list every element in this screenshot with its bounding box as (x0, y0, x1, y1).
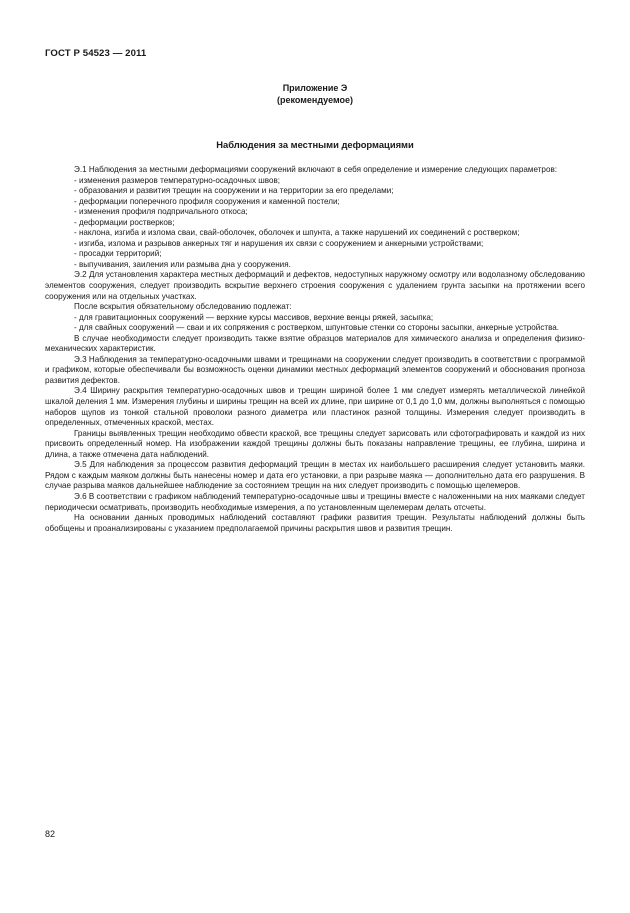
list-item: - изменения профиля подпричального откоса; (74, 207, 248, 217)
list-item: - для свайных сооружений — сваи и их сопряжения с ростверком, шпунтовые стенки со стороны засыпки, анкерные устройства. (74, 323, 560, 333)
paragraph: После вскрытия обязательному обследованию подлежат: (74, 302, 292, 312)
section-title: Наблюдения за местными деформациями (216, 139, 414, 150)
annex-heading (0, 83, 630, 106)
list-item: - деформации ростверков; (74, 217, 175, 227)
list-item: - образования и развития трещин на сооружении и на территории за его пределами; (74, 186, 394, 196)
list-item: - изгиба, излома и разрывов анкерных тяг и нарушения их связи с сооружением и анкерными устройствами; (74, 238, 484, 248)
document-body (45, 165, 585, 534)
paragraph: Э.4 Ширину раскрытия температурно-осадочных швов и трещин шириной более 1 мм следует измерять металлической линейкой шкалой деления 1 мм. Измерения глубины и ширины трещин на всей их длине, при ширине от 0,1 до 1,0 мм, должны выполняться с помощью наборов щупов из тонкой стальной проволоки разного диаметра или пластинок разной толщины. Измерения следует производить в определенных, отмеченных краской, местах. (45, 386, 585, 428)
list-item: - изменения размеров температурно-осадочных швов; (74, 175, 281, 185)
annex-label: Приложение Э (282, 83, 348, 93)
list-item: - просадки территорий; (74, 249, 162, 259)
annex-status: (рекомендуемое) (277, 94, 353, 105)
paragraph: Э.5 Для наблюдения за процессом развития деформаций трещин в местах их наибольшего расширения следует установить маяки. Рядом с каждым маяком должны быть нанесены номер и дата его установки, а при разрыве маяка — дополнительно дата его разрушения. В случае разрыва маяков дальнейшее наблюдение за состоянием трещин на них следует производить с помощью щелемеров. (45, 460, 585, 491)
paragraph: В случае необходимости следует производить также взятие образцов материалов для химического анализа и определения физико-механических характеристик. (45, 333, 585, 354)
paragraph: Э.6 В соответствии с графиком наблюдений температурно-осадочные швы и трещины вместе с наложенными на них маяками следует периодически осматривать, производить необходимые измерения, а по установленным щелемерам делать отсчеты. (45, 491, 585, 512)
paragraph: На основании данных проводимых наблюдений составляют графики развития трещин. Результаты наблюдений должны быть обобщены и проанализированы с указанием предполагаемой причины раскрытия швов и развития трещин. (45, 513, 585, 533)
paragraph: Границы выявленных трещин необходимо обвести краской, все трещины следует зарисовать или сфотографировать и каждой из них присвоить определенный номер. На изображении каждой трещины должны быть показаны направление трещины, ее глубина, ширина и длина, а также отмечена дата наблюдений. (45, 428, 585, 459)
list-item: - для гравитационных сооружений — верхние курсы массивов, верхние венцы ряжей, засыпка; (74, 312, 434, 322)
paragraph: Э.2 Для установления характера местных деформаций и дефектов, недоступных наружному осмотру или водолазному обследованию элементов сооружения, следует производить вскрытие верхнего строения сооружения с удалением грунта засыпки на протяжении всего сооружения или на отдельных участках. (45, 270, 585, 301)
list-item: - деформации поперечного профиля сооружения и каменной постели; (74, 196, 340, 206)
paragraph: Э.1 Наблюдения за местными деформациями сооружений включают в себя определение и измерение следующих параметров: (74, 165, 557, 174)
page-number: 82 (45, 829, 56, 839)
paragraph: Э.3 Наблюдения за температурно-осадочными швами и трещинами на сооружении следует производить в соответствии с программой и графиком, которые обеспечивали бы возможность оценки динамики местных деформаций элементов сооружений и обоснования прогноза развития дефектов. (45, 354, 585, 385)
list-item: - выпучивания, заиления или размыва дна у сооружения. (74, 259, 291, 269)
list-item: - наклона, изгиба и излома сваи, свай-оболочек, оболочек и шпунта, а также нарушений их соединений с ростверком; (74, 228, 520, 238)
standard-designation: ГОСТ Р 54523 — 2011 (45, 48, 147, 59)
